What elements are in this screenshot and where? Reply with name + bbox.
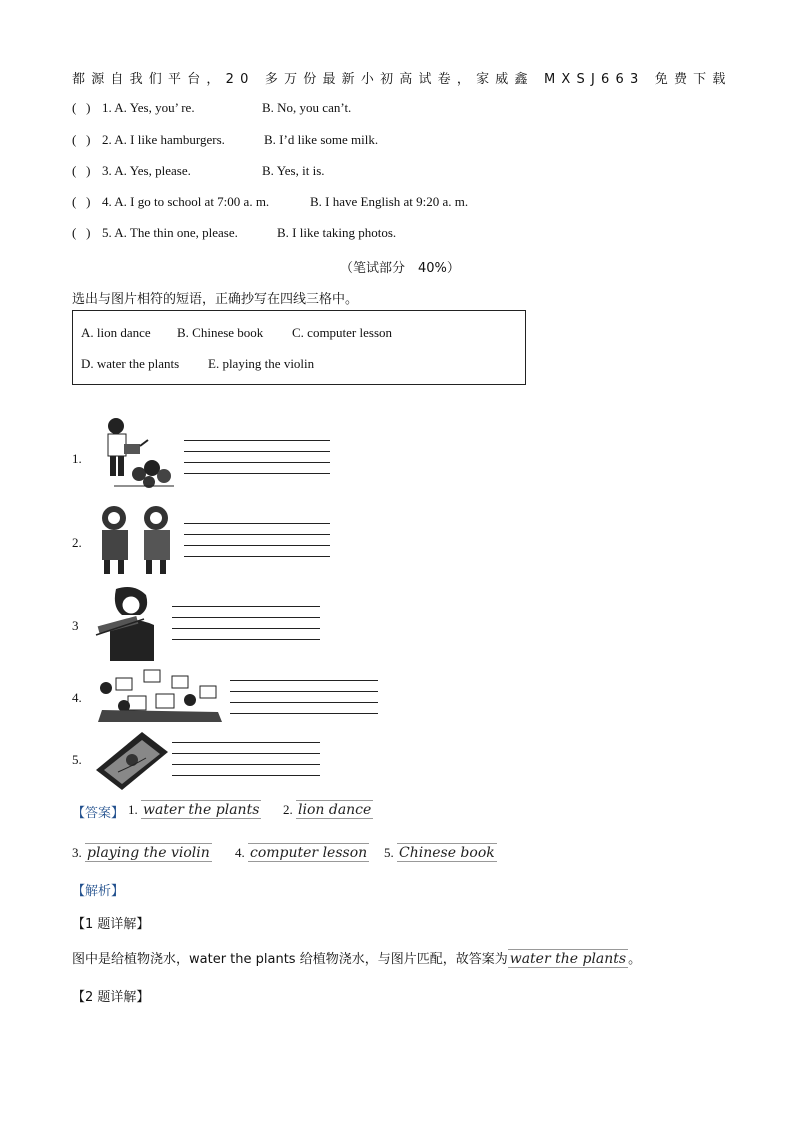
answer-paren: ( ) — [72, 225, 91, 240]
analysis-label: 【解析】 — [72, 884, 125, 899]
handwritten-answer: computer lesson — [250, 845, 368, 861]
detail-2-title: 【2 题详解】 — [72, 990, 150, 1005]
handwritten-answer: water the plants — [143, 802, 260, 818]
option-b: B. I like taking photos. — [277, 225, 397, 240]
question-4 — [72, 194, 468, 210]
section-title: （笔试部分 40%） — [340, 261, 460, 276]
option-a: 4. A. I go to school at 7:00 a. m. — [102, 194, 270, 209]
computer-room-image — [94, 666, 226, 726]
option-c: C. computer lesson — [292, 325, 393, 340]
option-a: 1. A. Yes, you’ re. — [102, 100, 195, 115]
option-a: 2. A. I like hamburgers. — [102, 132, 225, 147]
handwritten-answer: water the plants — [509, 951, 627, 967]
option-a: A. lion dance — [81, 325, 151, 340]
detail-1-explanation: 图中是给植物浇水，water the plants 给植物浇水，与图片匹配，故答案为 water the plants 。 — [72, 951, 642, 967]
writing-lines — [184, 523, 330, 567]
writing-lines — [184, 440, 330, 484]
question-5 — [72, 225, 396, 241]
answer-paren: ( ) — [72, 100, 91, 115]
option-b: B. I have English at 9:20 a. m. — [310, 194, 469, 209]
answer-item-4: 4. computer lesson — [235, 845, 368, 861]
question-2 — [72, 132, 378, 148]
option-a: 5. A. The thin one, please. — [102, 225, 238, 240]
option-e: E. playing the violin — [208, 356, 315, 371]
page-header: 都源自我们平台，20 多万份最新小初高试卷，家威鑫 MXSJ663 免费下载 — [72, 72, 732, 87]
answer-item-1: 1. water the plants — [128, 802, 260, 818]
answer-item-5: 5. Chinese book — [384, 845, 495, 861]
answer-item-3: 3. playing the violin — [72, 845, 210, 861]
child-watering-flowers-image — [94, 414, 176, 492]
options-row-2 — [81, 356, 314, 372]
chinese-book-image — [92, 730, 170, 792]
item-number: 3 — [72, 618, 79, 633]
answer-paren: ( ) — [72, 132, 91, 147]
girl-playing-violin-image — [94, 585, 170, 663]
answer-label: 【答案】 — [72, 806, 125, 821]
item-number: 4. — [72, 690, 82, 705]
options-box — [72, 310, 526, 385]
item-number: 5. — [72, 752, 82, 767]
option-b: B. I’d like some milk. — [264, 132, 379, 147]
lion-dance-image — [96, 502, 178, 578]
answer-paren: ( ) — [72, 163, 91, 178]
option-b: B. Yes, it is. — [262, 163, 325, 178]
answer-item-2: 2. lion dance — [283, 802, 372, 818]
option-b: B. No, you can’t. — [262, 100, 352, 115]
question-3 — [72, 163, 325, 179]
option-d: D. water the plants — [81, 356, 180, 371]
option-b: B. Chinese book — [177, 325, 264, 340]
writing-lines — [230, 680, 378, 724]
item-number: 2. — [72, 535, 82, 550]
handwritten-answer: playing the violin — [87, 845, 210, 861]
item-number: 1. — [72, 451, 82, 466]
writing-lines — [172, 606, 320, 650]
answer-paren: ( ) — [72, 194, 91, 209]
handwritten-answer: lion dance — [298, 802, 372, 818]
writing-lines — [172, 742, 320, 786]
detail-1-title: 【1 题详解】 — [72, 917, 150, 932]
options-row-1 — [81, 325, 392, 341]
handwritten-answer: Chinese book — [399, 845, 495, 861]
option-a: 3. A. Yes, please. — [102, 163, 191, 178]
question-1 — [72, 100, 351, 116]
instruction: 选出与图片相符的短语，正确抄写在四线三格中。 — [72, 292, 359, 307]
